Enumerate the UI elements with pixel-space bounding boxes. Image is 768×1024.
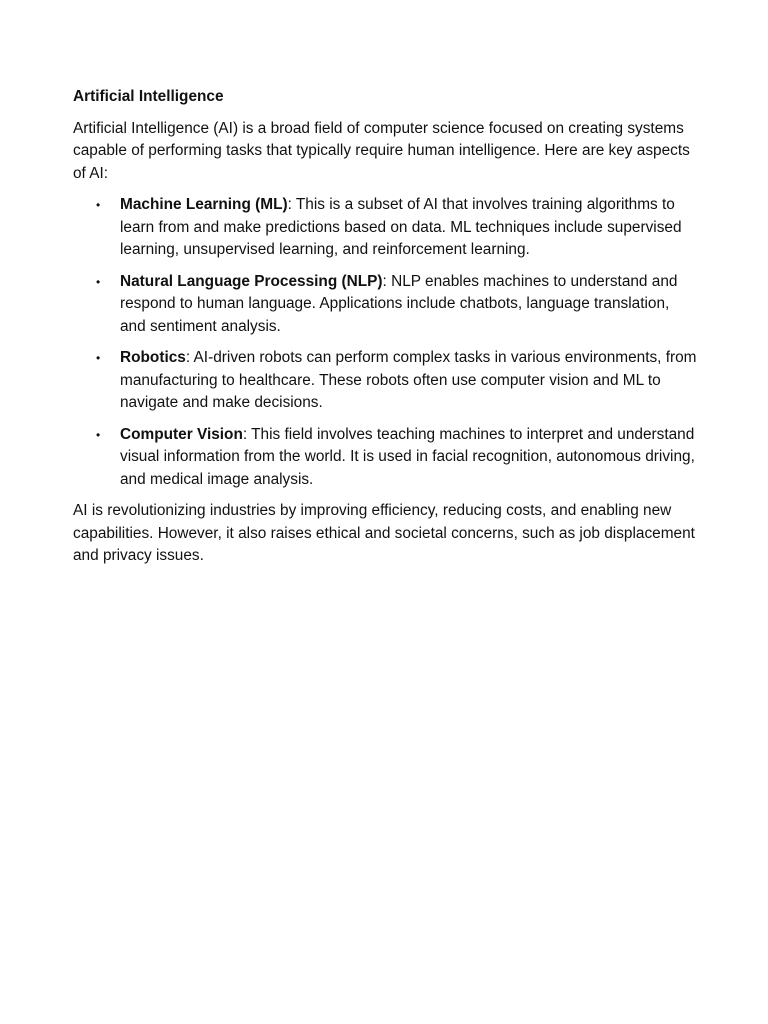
conclusion-paragraph: AI is revolutionizing industries by improving efficiency, reducing costs, and enabling new capabilities. However, it also raises ethical and societal concerns, such as job displacement and privacy issues. bbox=[73, 502, 695, 564]
bullet-text: : NLP enables machines to understand and respond to human language. Applications include chatbots, language translation, and sentiment analysis. bbox=[120, 272, 678, 335]
list-item-machine-learning bbox=[73, 194, 698, 262]
list-item-robotics bbox=[73, 347, 698, 415]
bullet-text: : AI-driven robots can perform complex tasks in various environments, from manufacturing to healthcare. These robots often use computer vision and ML to navigate and make decisions. bbox=[120, 349, 697, 411]
bullet-text: : This is a subset of AI that involves training algorithms to learn from and make predictions based on data. ML techniques include supervised learning, unsupervised learning, and reinforcement learning. bbox=[120, 196, 682, 258]
key-aspects-list bbox=[73, 194, 698, 491]
intro-paragraph: Artificial Intelligence (AI) is a broad field of computer science focused on creating systems capable of performing tasks that typically require human intelligence. Here are key aspects of AI: bbox=[73, 119, 690, 182]
list-item-nlp bbox=[73, 271, 698, 339]
bullet-icon: • bbox=[96, 274, 101, 289]
bullet-icon: • bbox=[96, 198, 101, 212]
bullet-icon: • bbox=[96, 427, 101, 442]
bullet-term: Machine Learning (ML) bbox=[120, 196, 288, 213]
bullet-term: Natural Language Processing (NLP) bbox=[120, 272, 383, 290]
list-item-computer-vision bbox=[73, 424, 698, 492]
bullet-text: : This field involves teaching machines to interpret and understand visual information from the world. It is used in facial recognition, autonomous driving, and medical image analysis. bbox=[120, 425, 695, 488]
bullet-term: Robotics bbox=[120, 349, 186, 366]
bullet-term: Computer Vision bbox=[120, 425, 243, 443]
document-body bbox=[73, 86, 698, 577]
document-title: Artificial Intelligence bbox=[73, 88, 224, 105]
bullet-icon: • bbox=[96, 351, 101, 365]
